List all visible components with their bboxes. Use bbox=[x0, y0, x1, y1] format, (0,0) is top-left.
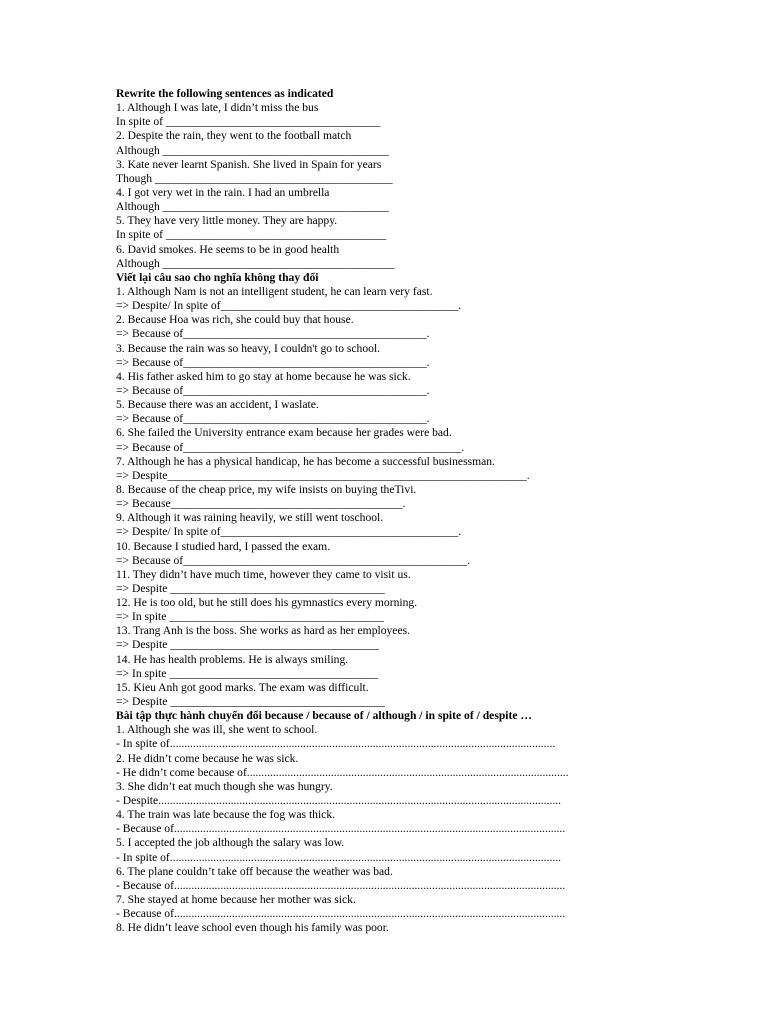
exercise-sentence: 1. Although I was late, I didn’t miss the bus bbox=[116, 101, 319, 115]
exercise-sentence: 6. David smokes. He seems to be in good health bbox=[116, 242, 340, 256]
exercise-sentence: 5. Because there was an accident, I waslate. bbox=[116, 398, 319, 412]
answer-line: => Because of________________________________________________. bbox=[116, 440, 465, 454]
exercise-sentence: 12. He is too old, but he still does his gymnastics every morning. bbox=[116, 596, 418, 610]
answer-line: In spite of _____________________________________ bbox=[116, 115, 381, 129]
exercise-sentence: 8. He didn’t leave school even though his family was poor. bbox=[116, 921, 389, 935]
answer-line: => Because of_________________________________________________. bbox=[116, 553, 471, 567]
answer-line: In spite of ______________________________________ bbox=[116, 228, 387, 242]
exercise-sentence: 1. Although she was ill, she went to school. bbox=[116, 723, 318, 737]
exercise-sentence: 5. I accepted the job although the salary was low. bbox=[116, 836, 345, 850]
section-heading: Rewrite the following sentences as indicated bbox=[116, 87, 334, 100]
exercise-sentence: 2. He didn’t come because he was sick. bbox=[116, 751, 299, 765]
exercise-sentence: 7. Although he has a physical handicap, he has become a successful businessman. bbox=[116, 454, 495, 468]
exercise-sentence: 13. Trang Anh is the boss. She works as hard as her employees. bbox=[116, 624, 411, 638]
exercise-sentence: 5. They have very little money. They are happy. bbox=[116, 214, 338, 228]
worksheet-document bbox=[116, 87, 636, 935]
answer-line: Though _________________________________________ bbox=[116, 171, 393, 185]
section-heading: Viết lại câu sao cho nghĩa không thay đổi bbox=[116, 270, 319, 284]
answer-line: Although ________________________________________ bbox=[116, 256, 395, 270]
answer-line: Although _______________________________________ bbox=[116, 200, 389, 214]
answer-line: => Despite ____________________________________ bbox=[116, 638, 379, 652]
answer-line: => Despite/ In spite of_________________________________________. bbox=[116, 525, 462, 539]
exercise-sentence: 1. Although Nam is not an intelligent student, he can learn very fast. bbox=[116, 284, 433, 298]
exercise-sentence: 6. The plane couldn’t take off because the weather was bad. bbox=[116, 864, 393, 878]
answer-line: => Despite _____________________________________ bbox=[116, 695, 385, 709]
exercise-sentence: 15. Kieu Anh got good marks. The exam was difficult. bbox=[116, 680, 369, 694]
answer-line: - Because of....................................................................................................................................... bbox=[116, 878, 566, 892]
exercise-sentence: 6. She failed the University entrance exam because her grades were bad. bbox=[116, 426, 452, 440]
answer-line: => Because of__________________________________________. bbox=[116, 383, 430, 397]
answer-line: - Because of....................................................................................................................................... bbox=[116, 907, 566, 921]
answer-line: => Because of__________________________________________. bbox=[116, 412, 430, 426]
answer-line: - Despite........................................................................................................................................... bbox=[116, 794, 562, 808]
exercise-sentence: 2. Because Hoa was rich, she could buy that house. bbox=[116, 313, 354, 327]
answer-line: - Because of....................................................................................................................................... bbox=[116, 822, 566, 836]
exercise-sentence: 8. Because of the cheap price, my wife insists on buying theTivi. bbox=[116, 482, 417, 496]
exercise-sentence: 7. She stayed at home because her mother was sick. bbox=[116, 893, 356, 907]
answer-line: - In spite of..................................................................................................................................... bbox=[116, 737, 556, 751]
exercise-sentence: 10. Because I studied hard, I passed the exam. bbox=[116, 539, 331, 553]
exercise-sentence: 9. Although it was raining heavily, we still went toschool. bbox=[116, 511, 384, 525]
answer-line: => Because of__________________________________________. bbox=[116, 327, 430, 341]
answer-line: => Despite______________________________________________________________. bbox=[116, 468, 530, 482]
answer-line: => Despite/ In spite of_________________________________________. bbox=[116, 299, 462, 313]
exercise-sentence: 4. His father asked him to go stay at home because he was sick. bbox=[116, 369, 411, 383]
answer-line: => In spite _____________________________________ bbox=[116, 610, 384, 624]
section-heading: Bài tập thực hành chuyển đổi because / because of / although / in spite of / despite … bbox=[116, 709, 533, 723]
answer-line: Although _______________________________________ bbox=[116, 143, 389, 157]
answer-line: => Despite _____________________________________ bbox=[116, 581, 385, 595]
answer-line: => Because________________________________________. bbox=[116, 497, 406, 511]
answer-line: - He didn’t come because of............................................................................................................... bbox=[116, 765, 569, 779]
exercise-sentence: 14. He has health problems. He is always smiling. bbox=[116, 652, 349, 666]
exercise-sentence: 4. I got very wet in the rain. I had an umbrella bbox=[116, 185, 330, 199]
exercise-sentence: 3. She didn’t eat much though she was hungry. bbox=[116, 779, 333, 793]
answer-line: => In spite ____________________________________ bbox=[116, 666, 379, 680]
exercise-sentence: 2. Despite the rain, they went to the football match bbox=[116, 129, 352, 143]
exercise-sentence: 3. Because the rain was so heavy, I couldn't go to school. bbox=[116, 341, 381, 355]
answer-line: => Because of__________________________________________. bbox=[116, 355, 430, 369]
exercise-sentence: 4. The train was late because the fog was thick. bbox=[116, 808, 336, 822]
answer-line: - In spite of....................................................................................................................................... bbox=[116, 850, 562, 864]
exercise-sentence: 11. They didn’t have much time, however they came to visit us. bbox=[116, 567, 411, 581]
exercise-sentence: 3. Kate never learnt Spanish. She lived in Spain for years bbox=[116, 157, 382, 171]
